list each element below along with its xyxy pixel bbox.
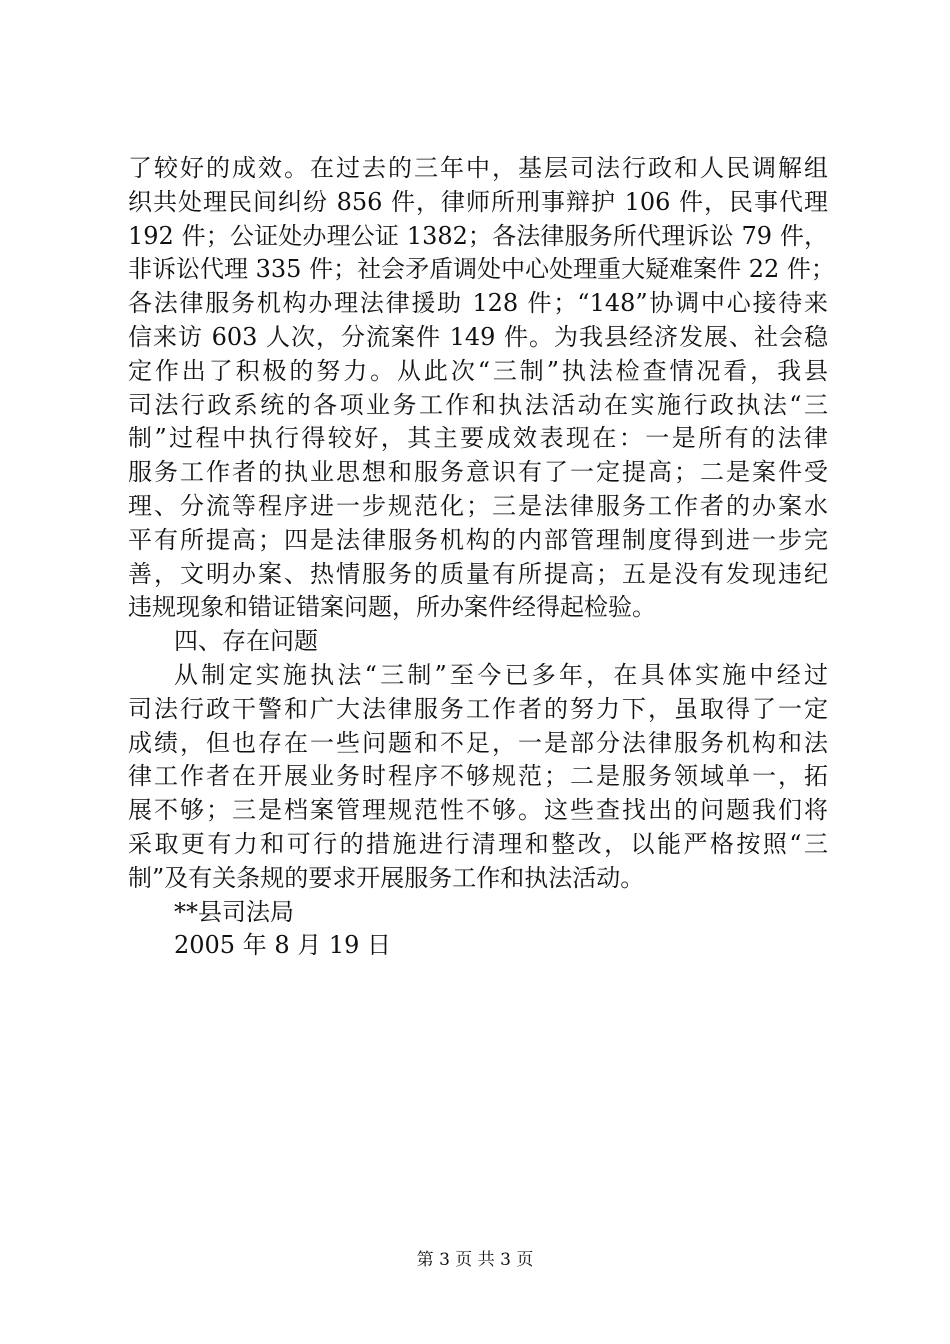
text-line: 定作出了积极的努力。从此次“三制”执法检查情况看，我县 xyxy=(128,356,828,385)
text-line: 织共处理民间纠纷 856 件，律师所刑事辩护 106 件，民事代理 xyxy=(128,187,828,216)
text-line: 制”过程中执行得较好，其主要成效表现在：一是所有的法律 xyxy=(128,424,828,453)
text-line: 展不够；三是档案管理规范性不够。这些查找出的问题我们将 xyxy=(128,796,828,825)
text-line: 律工作者在开展业务时程序不够规范；二是服务领域单一，拓 xyxy=(128,762,828,791)
text-line: 司法行政系统的各项业务工作和执法活动在实施行政执法“三 xyxy=(128,390,828,419)
document-date: 2005 年 8 月 19 日 xyxy=(174,931,392,960)
text-line: 制”及有关条规的要求开展服务工作和执法活动。 xyxy=(128,863,645,892)
text-line: 采取更有力和可行的措施进行清理和整改，以能严格按照“三 xyxy=(128,829,828,858)
text-line: 司法行政干警和广大法律服务工作者的努力下，虽取得了一定 xyxy=(128,694,828,723)
text-line: 信来访 603 人次，分流案件 149 件。为我县经济发展、社会稳 xyxy=(128,322,828,351)
text-line: 平有所提高；四是法律服务机构的内部管理制度得到进一步完 xyxy=(128,525,828,554)
section-heading: 四、存在问题 xyxy=(174,627,318,656)
text-line: 违规现象和错证错案问题，所办案件经得起检验。 xyxy=(128,593,656,622)
text-line: 各法律服务机构办理法律援助 128 件；“148”协调中心接待来 xyxy=(128,289,828,318)
text-line: 了较好的成效。在过去的三年中，基层司法行政和人民调解组 xyxy=(128,154,828,182)
document-body xyxy=(128,152,835,963)
signature: **县司法局 xyxy=(174,897,294,926)
text-line: 成绩，但也存在一些问题和不足，一是部分法律服务机构和法 xyxy=(128,728,828,757)
paragraph-results xyxy=(128,152,835,625)
text-line: 从制定实施执法“三制”至今已多年，在具体实施中经过 xyxy=(174,660,828,689)
page-number-footer: 第 3 页 共 3 页 xyxy=(416,1250,534,1270)
text-line: 192 件；公证处办理公证 1382；各法律服务所代理诉讼 79 件， xyxy=(128,221,828,250)
text-line: 非诉讼代理 335 件；社会矛盾调处中心处理重大疑难案件 22 件； xyxy=(128,255,835,284)
text-line: 善，文明办案、热情服务的质量有所提高；五是没有发现违纪 xyxy=(128,559,828,588)
text-line: 理、分流等程序进一步规范化；三是法律服务工作者的办案水 xyxy=(128,491,828,520)
paragraph-problems xyxy=(128,659,828,896)
text-line: 服务工作者的执业思想和服务意识有了一定提高；二是案件受 xyxy=(128,458,828,487)
